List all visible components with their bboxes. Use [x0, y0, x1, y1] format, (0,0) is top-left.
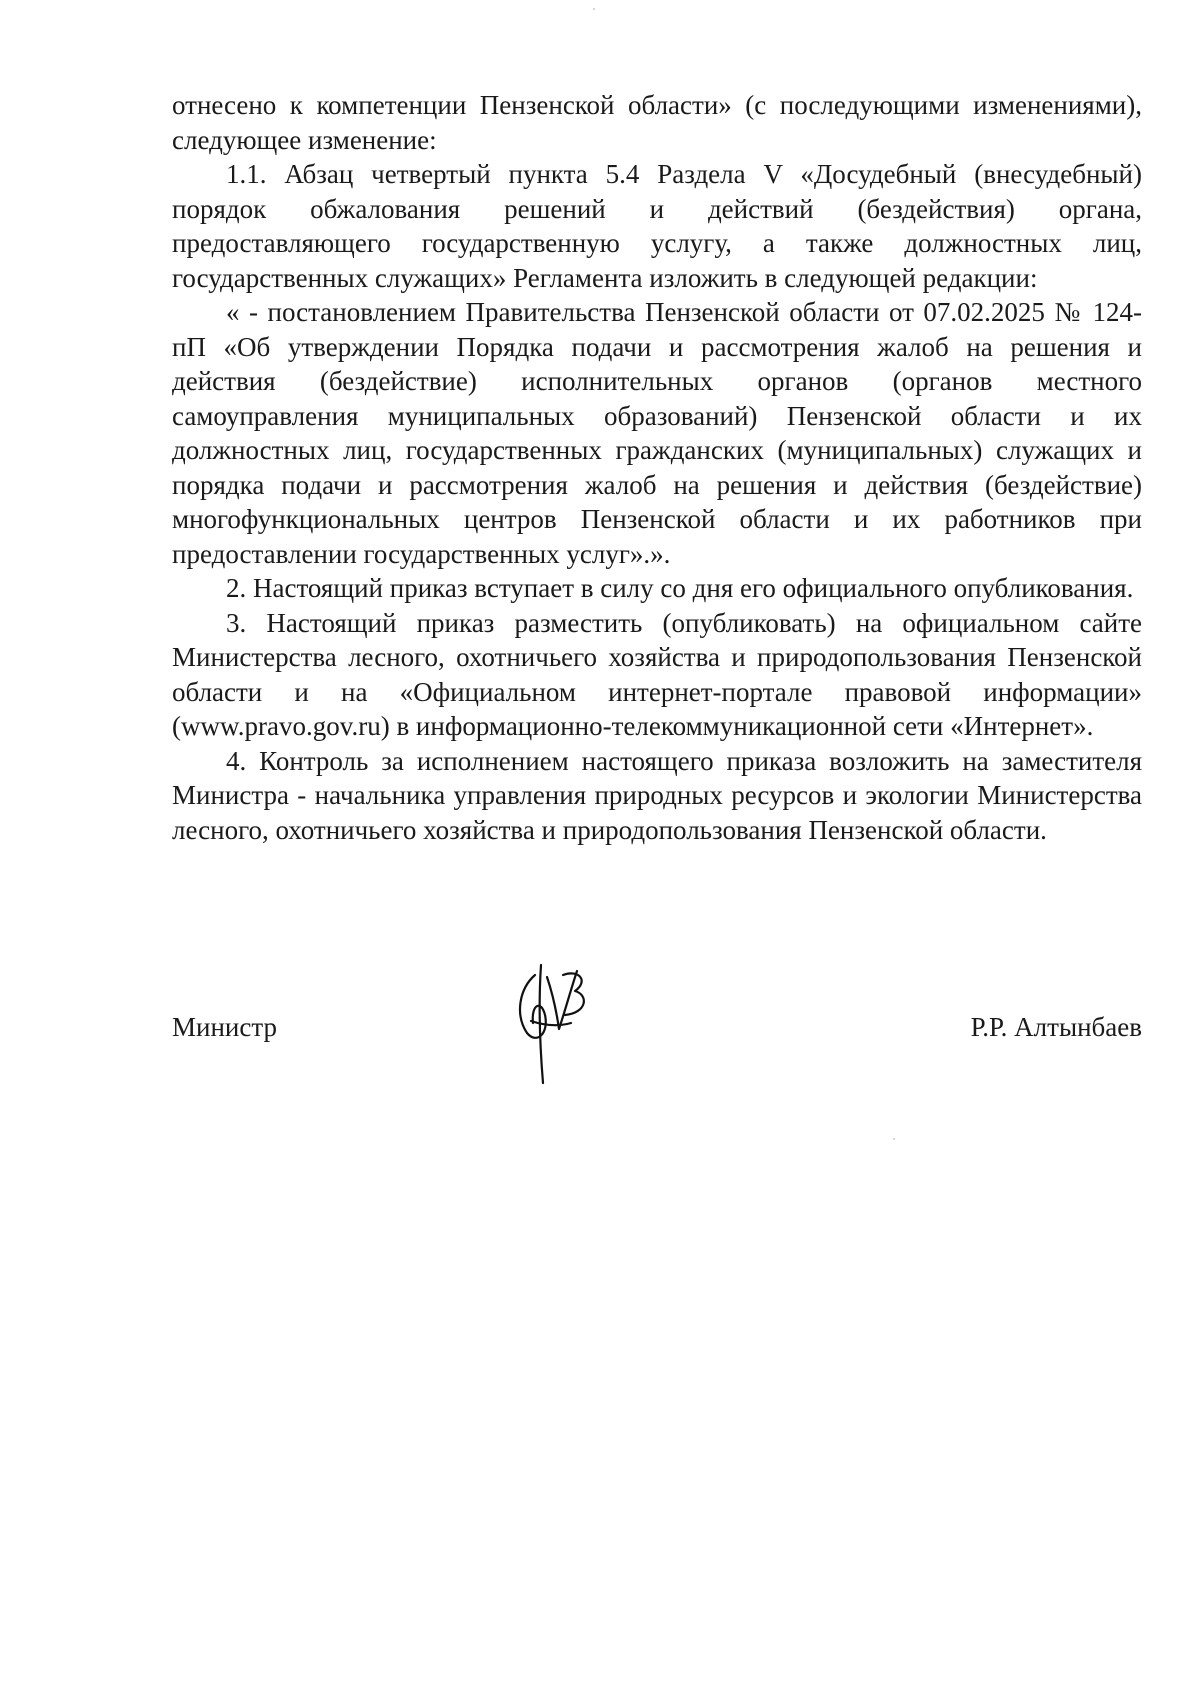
- scan-speck: [893, 1138, 895, 1140]
- signature-block: [172, 1010, 1142, 1070]
- handwritten-signature: [505, 955, 595, 1085]
- paragraph-3: 3. Настоящий приказ разместить (опубликовать) на официальном сайте Министерства лесного, охотничьего хозяйства и природопользования Пензенской области и на «Официальном интернет-портале правовой информации» (www.pravo.gov.ru) в информационно-телекоммуникационной сети «Интернет».: [172, 607, 1142, 741]
- paragraph-2: 2. Настоящий приказ вступает в силу со дня его официального опубликования.: [226, 573, 1134, 603]
- paragraph-1-1: 1.1. Абзац четвертый пункта 5.4 Раздела V «Досудебный (внесудебный) порядок обжалования решений и действий (бездействия) органа, предоставляющего государственную услугу, а также должностных лиц, государственных служащих» Регламента изложить в следующей редакции:: [172, 159, 1142, 293]
- paragraph-continuation: отнесено к компетенции Пензенской области» (с последующими изменениями), следующее изменение:: [172, 90, 1142, 155]
- paragraph-4: 4. Контроль за исполнением настоящего приказа возложить на заместителя Министра - начальника управления природных ресурсов и экологии Министерства лесного, охотничьего хозяйства и природопользования Пензенской области.: [172, 745, 1142, 845]
- paragraph-quoted-edition: « - постановлением Правительства Пензенской области от 07.02.2025 № 124-пП «Об утверждении Порядка подачи и рассмотрения жалоб на решения и действия (бездействие) исполнительных органов (органов местного самоуправления муниципальных образований) Пензенской области и их должностных лиц, государственных гражданских (муниципальных) служащих и порядка подачи и рассмотрения жалоб на решения и действия (бездействие) многофункциональных центров Пензенской области и их работников при предоставлении государственных услуг».».: [172, 297, 1142, 569]
- scan-speck: [593, 8, 595, 10]
- document-body: [172, 88, 1142, 847]
- signatory-name: Р.Р. Алтынбаев: [970, 1012, 1142, 1042]
- signatory-title: Министр: [172, 1012, 277, 1042]
